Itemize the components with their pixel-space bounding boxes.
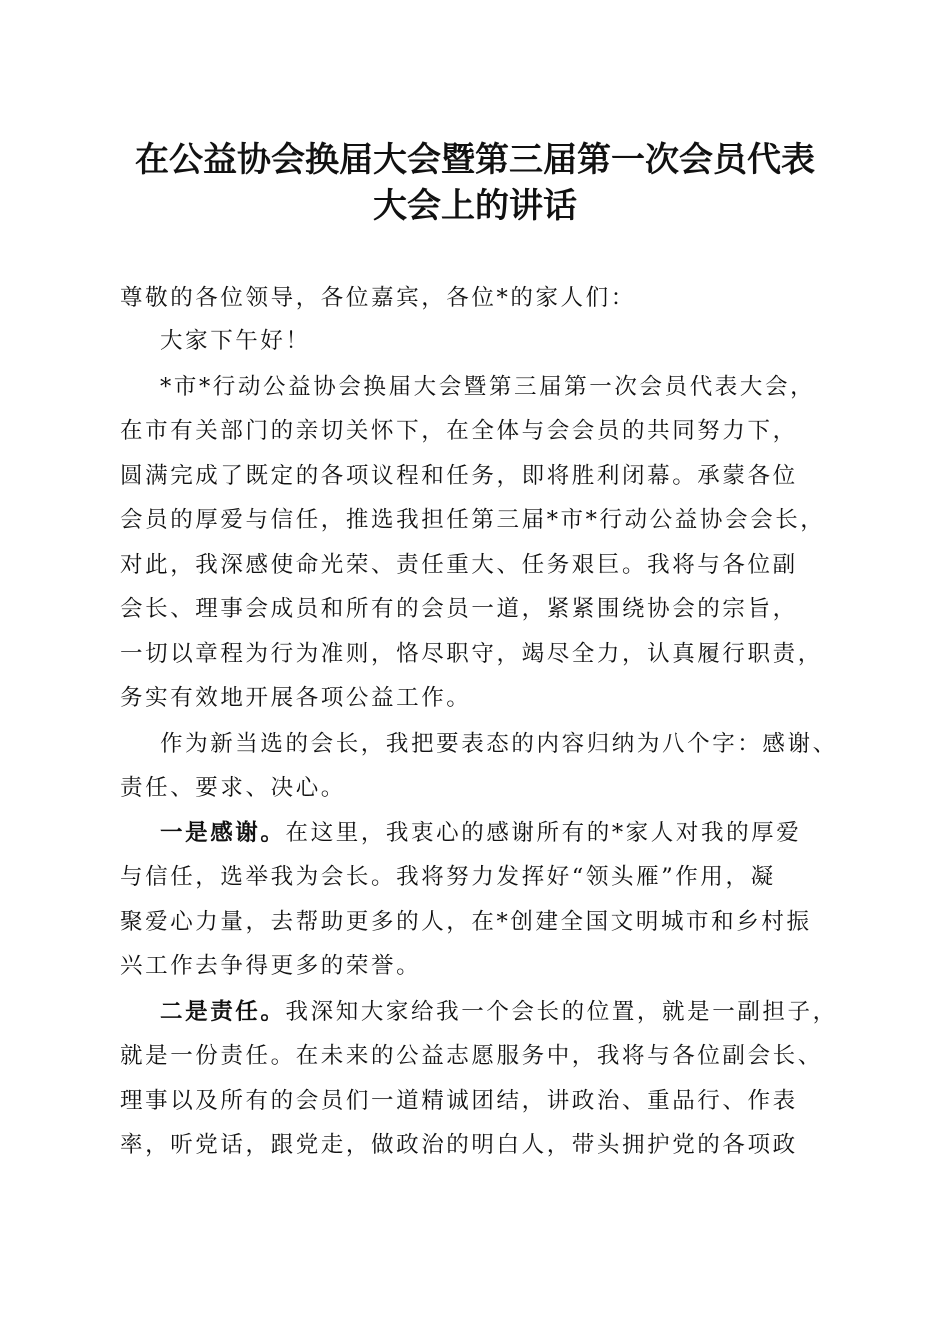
paragraph-4-line-3: 理事以及所有的会员们一道精诚团结，讲政治、重品行、作表 (120, 1088, 798, 1114)
salutation: 尊敬的各位领导，各位嘉宾，各位*的家人们： (120, 285, 636, 311)
paragraph-2-line-1: 作为新当选的会长，我把要表态的内容归纳为八个字：感谢、 (160, 731, 838, 757)
paragraph-1-line-6: 会长、理事会成员和所有的会员一道，紧紧围绕协会的宗旨， (120, 596, 798, 622)
paragraph-1-line-3: 圆满完成了既定的各项议程和任务，即将胜利闭幕。承蒙各位 (120, 463, 798, 489)
paragraph-3-line-4: 兴工作去争得更多的荣誉。 (120, 953, 422, 979)
paragraph-1-line-5: 对此，我深感使命光荣、责任重大、任务艰巨。我将与各位副 (120, 552, 798, 578)
paragraph-3-line-3: 聚爱心力量，去帮助更多的人，在*创建全国文明城市和乡村振 (120, 909, 812, 935)
paragraph-4-line-4: 率，听党话，跟党走，做政治的明白人，带头拥护党的各项政 (120, 1132, 798, 1158)
paragraph-3-heading: 一是感谢。 (160, 820, 286, 846)
paragraph-1-line-2: 在市有关部门的亲切关怀下，在全体与会会员的共同努力下， (120, 418, 798, 444)
greeting: 大家下午好！ (160, 328, 311, 354)
paragraph-4-line-2: 就是一份责任。在未来的公益志愿服务中，我将与各位副会长、 (120, 1043, 823, 1069)
paragraph-4-line-1 (160, 997, 838, 1027)
document-title-line-2: 大会上的讲话 (373, 186, 577, 226)
paragraph-1-line-4: 会员的厚爱与信任，推选我担任第三届*市*行动公益协会会长， (120, 507, 826, 533)
paragraph-3-line-1 (160, 818, 801, 848)
paragraph-1-line-8: 务实有效地开展各项公益工作。 (120, 685, 472, 711)
paragraph-2-line-2: 责任、要求、决心。 (120, 775, 346, 801)
paragraph-1-line-7: 一切以章程为行为准则，恪尽职守，竭尽全力，认真履行职责， (120, 641, 823, 667)
paragraph-3-first-text: 在这里，我衷心的感谢所有的*家人对我的厚爱 (285, 820, 802, 846)
paragraph-1-line-1: *市*行动公益协会换届大会暨第三届第一次会员代表大会， (160, 374, 816, 400)
paragraph-4-heading: 二是责任。 (160, 999, 286, 1025)
paragraph-3-line-2: 与信任，选举我为会长。我将努力发挥好“领头雁”作用，凝 (120, 864, 776, 890)
paragraph-4-first-text: 我深知大家给我一个会长的位置，就是一副担子， (285, 999, 838, 1025)
document-title-line-1: 在公益协会换届大会暨第三届第一次会员代表 (135, 140, 815, 180)
